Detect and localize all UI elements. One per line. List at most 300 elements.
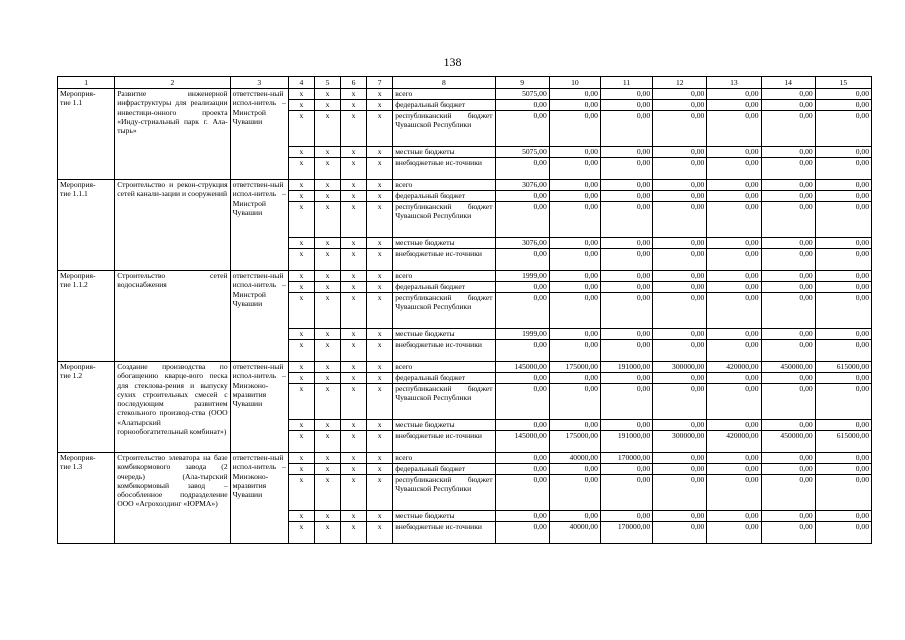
budget-code-mark: x [314,431,340,453]
budget-code-mark: x [288,453,314,464]
page-number: 138 [443,55,462,69]
funding-value: 0,00 [600,271,652,282]
funding-value: 0,00 [600,293,652,329]
funding-value: 0,00 [653,475,707,511]
funding-value: 0,00 [549,191,600,202]
funding-value: 0,00 [600,420,652,431]
column-number-header: 7 [367,77,393,89]
funding-value: 0,00 [761,282,815,293]
funding-value: 0,00 [549,282,600,293]
budget-code-mark: x [288,522,314,544]
funding-value: 0,00 [707,202,761,238]
column-number-header: 6 [341,77,367,89]
funding-value: 0,00 [549,420,600,431]
funding-value: 0,00 [707,282,761,293]
funding-source: внебюджетные ис-точники [393,522,495,544]
funding-source: республиканский бюджет Чувашской Республики [393,384,495,420]
budget-code-mark: x [367,511,393,522]
budget-code-mark: x [314,340,340,362]
budget-code-mark: x [341,180,367,191]
column-number-header: 5 [314,77,340,89]
budget-code-mark: x [367,420,393,431]
funding-value: 170000,00 [600,522,652,544]
responsible-executor: ответствен-ный испол-нитель – Минэконо-мразвития Чувашии [230,362,288,453]
funding-value: 0,00 [549,293,600,329]
funding-value: 0,00 [815,249,871,271]
funding-value: 0,00 [653,147,707,158]
funding-value: 0,00 [815,384,871,420]
budget-code-mark: x [288,191,314,202]
budget-code-mark: x [341,293,367,329]
budget-code-mark: x [288,431,314,453]
funding-value: 0,00 [549,202,600,238]
budget-code-mark: x [288,238,314,249]
funding-value: 0,00 [815,158,871,180]
funding-value: 0,00 [815,147,871,158]
funding-value: 0,00 [707,453,761,464]
budget-code-mark: x [314,475,340,511]
funding-value: 0,00 [815,100,871,111]
responsible-executor: ответствен-ный испол-нитель – Минстрой Чувашии [230,271,288,362]
funding-value: 0,00 [815,522,871,544]
measure-name: Развитие инженерной инфраструктуры для реализации инвестици-онного проекта «Инду-стриальный парк г. Ала-тырь» [115,89,230,180]
table-row [58,362,872,373]
budget-code-mark: x [314,100,340,111]
funding-value: 191000,00 [600,362,652,373]
funding-value: 0,00 [761,191,815,202]
funding-value: 420000,00 [707,362,761,373]
funding-value: 0,00 [600,475,652,511]
funding-value: 0,00 [495,511,549,522]
funding-value: 0,00 [495,464,549,475]
budget-code-mark: x [367,362,393,373]
budget-code-mark: x [314,271,340,282]
funding-source: федеральный бюджет [393,464,495,475]
budget-code-mark: x [288,420,314,431]
funding-value: 0,00 [761,373,815,384]
funding-value: 0,00 [815,329,871,340]
funding-value: 0,00 [495,384,549,420]
funding-value: 0,00 [761,384,815,420]
funding-value: 0,00 [707,293,761,329]
budget-code-mark: x [341,453,367,464]
funding-value: 0,00 [707,100,761,111]
funding-value: 0,00 [815,191,871,202]
funding-value: 0,00 [653,282,707,293]
budget-code-mark: x [367,271,393,282]
budget-code-mark: x [314,522,340,544]
funding-value: 0,00 [495,453,549,464]
budget-code-mark: x [288,293,314,329]
funding-source: местные бюджеты [393,147,495,158]
column-number-header: 12 [653,77,707,89]
funding-value: 0,00 [549,180,600,191]
column-number-header: 9 [495,77,549,89]
column-number-header: 2 [115,77,230,89]
funding-value: 450000,00 [761,431,815,453]
budget-code-mark: x [288,340,314,362]
funding-value: 0,00 [495,249,549,271]
funding-value: 0,00 [600,464,652,475]
funding-value: 3076,00 [495,238,549,249]
budget-code-mark: x [367,373,393,384]
funding-value: 0,00 [600,191,652,202]
funding-source: всего [393,362,495,373]
funding-value: 175000,00 [549,362,600,373]
funding-source: республиканский бюджет Чувашской Республики [393,202,495,238]
funding-value: 0,00 [495,191,549,202]
funding-value: 0,00 [600,147,652,158]
funding-value: 0,00 [761,293,815,329]
budget-code-mark: x [341,111,367,147]
header-row [58,77,872,89]
funding-value: 0,00 [707,384,761,420]
budget-code-mark: x [367,249,393,271]
funding-value: 0,00 [761,111,815,147]
funding-value: 0,00 [815,373,871,384]
budget-code-mark: x [288,147,314,158]
budget-code-mark: x [367,475,393,511]
funding-value: 0,00 [653,191,707,202]
budget-code-mark: x [314,464,340,475]
budget-code-mark: x [341,511,367,522]
funding-value: 0,00 [815,420,871,431]
funding-value: 0,00 [549,373,600,384]
budget-code-mark: x [367,89,393,100]
funding-value: 0,00 [600,158,652,180]
funding-value: 0,00 [495,293,549,329]
budget-code-mark: x [288,111,314,147]
funding-value: 0,00 [761,329,815,340]
funding-value: 0,00 [600,111,652,147]
responsible-executor: ответствен-ный испол-нитель – Минэконо-мразвития Чувашии [230,453,288,544]
budget-code-mark: x [367,464,393,475]
funding-value: 5075,00 [495,147,549,158]
funding-source: внебюджетные ис-точники [393,249,495,271]
funding-value: 0,00 [600,249,652,271]
column-number-header: 3 [230,77,288,89]
funding-value: 0,00 [815,202,871,238]
funding-source: внебюджетные ис-точники [393,158,495,180]
funding-value: 0,00 [815,271,871,282]
budget-code-mark: x [367,453,393,464]
funding-value: 0,00 [707,373,761,384]
responsible-executor: ответствен-ный испол-нитель – Минстрой Чувашии [230,180,288,271]
funding-value: 0,00 [761,100,815,111]
funding-value: 0,00 [761,453,815,464]
budget-code-mark: x [288,158,314,180]
funding-value: 0,00 [600,373,652,384]
funding-value: 0,00 [815,282,871,293]
budget-code-mark: x [314,362,340,373]
funding-value: 420000,00 [707,431,761,453]
funding-value: 0,00 [653,511,707,522]
funding-source: местные бюджеты [393,238,495,249]
budget-code-mark: x [367,340,393,362]
funding-value: 145000,00 [495,431,549,453]
budget-code-mark: x [367,238,393,249]
budget-code-mark: x [367,282,393,293]
funding-source: федеральный бюджет [393,100,495,111]
budget-code-mark: x [367,180,393,191]
funding-value: 0,00 [761,249,815,271]
funding-value: 0,00 [761,147,815,158]
budget-code-mark: x [341,100,367,111]
funding-value: 0,00 [653,249,707,271]
funding-value: 0,00 [761,238,815,249]
funding-value: 0,00 [761,271,815,282]
funding-source: республиканский бюджет Чувашской Республики [393,293,495,329]
funding-value: 0,00 [707,191,761,202]
budget-code-mark: x [288,100,314,111]
funding-value: 0,00 [761,511,815,522]
budget-code-mark: x [288,384,314,420]
funding-value: 0,00 [761,522,815,544]
funding-source: федеральный бюджет [393,282,495,293]
funding-value: 0,00 [761,475,815,511]
funding-value: 0,00 [549,271,600,282]
budget-code-mark: x [341,147,367,158]
funding-value: 450000,00 [761,362,815,373]
funding-value: 0,00 [653,293,707,329]
budget-code-mark: x [367,384,393,420]
table-row [58,271,872,282]
funding-value: 0,00 [495,340,549,362]
budget-code-mark: x [367,147,393,158]
funding-value: 0,00 [707,158,761,180]
funding-value: 0,00 [495,475,549,511]
funding-value: 0,00 [549,475,600,511]
funding-value: 0,00 [495,420,549,431]
funding-value: 0,00 [815,340,871,362]
funding-value: 0,00 [653,180,707,191]
measure-id: Мероприя- тие 1.1 [58,89,115,180]
budget-code-mark: x [314,384,340,420]
budget-code-mark: x [341,362,367,373]
funding-value: 0,00 [707,522,761,544]
funding-value: 0,00 [761,464,815,475]
funding-value: 0,00 [549,158,600,180]
measure-id: Мероприя- тие 1.1.1 [58,180,115,271]
funding-value: 0,00 [549,89,600,100]
funding-value: 0,00 [653,202,707,238]
funding-value: 0,00 [495,158,549,180]
budget-code-mark: x [341,158,367,180]
budget-code-mark: x [367,191,393,202]
budget-code-mark: x [341,522,367,544]
funding-value: 0,00 [815,293,871,329]
column-number-header: 13 [707,77,761,89]
funding-value: 0,00 [653,89,707,100]
budget-code-mark: x [314,89,340,100]
funding-value: 3076,00 [495,180,549,191]
funding-value: 0,00 [600,202,652,238]
column-number-header: 1 [58,77,115,89]
responsible-executor: ответствен-ный испол-нитель – Минстрой Чувашии [230,89,288,180]
funding-value: 0,00 [549,249,600,271]
budget-code-mark: x [288,249,314,271]
funding-value: 0,00 [495,522,549,544]
budget-code-mark: x [288,180,314,191]
funding-value: 0,00 [707,271,761,282]
budget-code-mark: x [288,373,314,384]
budget-code-mark: x [367,158,393,180]
funding-value: 0,00 [707,238,761,249]
funding-source: внебюджетные ис-точники [393,431,495,453]
funding-table [57,76,872,544]
funding-value: 0,00 [600,100,652,111]
funding-value: 300000,00 [653,431,707,453]
measure-name: Строительство и рекон-струкция сетей канали-зации и сооружений [115,180,230,271]
funding-value: 0,00 [600,329,652,340]
budget-code-mark: x [288,282,314,293]
column-number-header: 14 [761,77,815,89]
measure-id: Мероприя- тие 1.3 [58,453,115,544]
budget-code-mark: x [341,373,367,384]
funding-value: 0,00 [653,420,707,431]
budget-code-mark: x [314,202,340,238]
funding-source: внебюджетные ис-точники [393,340,495,362]
funding-value: 0,00 [495,282,549,293]
budget-code-mark: x [367,293,393,329]
funding-value: 0,00 [707,340,761,362]
budget-code-mark: x [288,89,314,100]
budget-code-mark: x [341,238,367,249]
budget-code-mark: x [314,191,340,202]
funding-value: 191000,00 [600,431,652,453]
funding-value: 0,00 [653,340,707,362]
budget-code-mark: x [314,282,340,293]
funding-source: федеральный бюджет [393,191,495,202]
budget-code-mark: x [288,202,314,238]
budget-code-mark: x [314,373,340,384]
column-number-header: 8 [393,77,495,89]
funding-value: 1999,00 [495,329,549,340]
funding-value: 0,00 [495,373,549,384]
budget-code-mark: x [341,89,367,100]
funding-value: 0,00 [653,384,707,420]
funding-value: 0,00 [600,282,652,293]
funding-value: 0,00 [549,238,600,249]
funding-value: 0,00 [495,100,549,111]
funding-source: всего [393,271,495,282]
funding-value: 0,00 [653,100,707,111]
funding-value: 0,00 [653,158,707,180]
funding-value: 0,00 [761,158,815,180]
budget-code-mark: x [341,464,367,475]
funding-value: 0,00 [761,202,815,238]
budget-code-mark: x [341,202,367,238]
funding-value: 40000,00 [549,522,600,544]
budget-code-mark: x [341,431,367,453]
funding-value: 0,00 [815,111,871,147]
funding-value: 0,00 [707,511,761,522]
budget-code-mark: x [314,511,340,522]
funding-value: 0,00 [600,511,652,522]
budget-code-mark: x [314,238,340,249]
budget-code-mark: x [367,100,393,111]
measure-name: Строительство элеватора на базе комбикормового завода (2 очередь) (Ала-тырский комбикормовый завод – обособленное подразделение ООО «Агрохолдинг «ЮРМА») [115,453,230,544]
funding-value: 0,00 [600,180,652,191]
funding-value: 0,00 [653,453,707,464]
budget-code-mark: x [341,249,367,271]
funding-value: 0,00 [653,329,707,340]
funding-source: всего [393,89,495,100]
budget-code-mark: x [341,271,367,282]
funding-value: 300000,00 [653,362,707,373]
budget-code-mark: x [341,384,367,420]
budget-code-mark: x [314,420,340,431]
funding-value: 0,00 [707,147,761,158]
funding-value: 170000,00 [600,453,652,464]
funding-value: 0,00 [761,180,815,191]
funding-value: 0,00 [653,111,707,147]
column-number-header: 4 [288,77,314,89]
measure-name: Создание производства по обогащению кварце-вого песка для стеклова-рения и выпуску сухих строительных смесей с последующим развитием стекольного производ-ства (ООО «Алатырский горнообогатительный комбинат») [115,362,230,453]
funding-value: 0,00 [707,475,761,511]
funding-value: 175000,00 [549,431,600,453]
budget-code-mark: x [288,475,314,511]
funding-value: 0,00 [600,89,652,100]
column-number-header: 15 [815,77,871,89]
budget-code-mark: x [367,111,393,147]
funding-source: местные бюджеты [393,511,495,522]
budget-code-mark: x [288,511,314,522]
funding-value: 0,00 [761,340,815,362]
column-number-header: 11 [600,77,652,89]
funding-value: 0,00 [549,464,600,475]
funding-source: республиканский бюджет Чувашской Республики [393,111,495,147]
funding-value: 0,00 [815,464,871,475]
funding-value: 0,00 [761,420,815,431]
funding-value: 0,00 [549,111,600,147]
funding-value: 1999,00 [495,271,549,282]
funding-value: 0,00 [707,180,761,191]
funding-value: 0,00 [653,522,707,544]
budget-code-mark: x [341,420,367,431]
measure-id: Мероприя- тие 1.2 [58,362,115,453]
table-row [58,453,872,464]
funding-value: 615000,00 [815,362,871,373]
funding-value: 0,00 [815,475,871,511]
budget-code-mark: x [314,111,340,147]
budget-code-mark: x [288,362,314,373]
funding-value: 0,00 [495,111,549,147]
budget-code-mark: x [367,431,393,453]
funding-source: республиканский бюджет Чувашской Республики [393,475,495,511]
column-number-header: 10 [549,77,600,89]
funding-value: 0,00 [653,464,707,475]
funding-value: 0,00 [495,202,549,238]
funding-value: 0,00 [707,111,761,147]
budget-code-mark: x [367,522,393,544]
funding-value: 40000,00 [549,453,600,464]
budget-code-mark: x [367,202,393,238]
budget-code-mark: x [314,147,340,158]
funding-value: 0,00 [707,329,761,340]
budget-code-mark: x [314,249,340,271]
funding-value: 0,00 [707,89,761,100]
budget-code-mark: x [367,329,393,340]
funding-value: 0,00 [549,147,600,158]
funding-value: 0,00 [600,238,652,249]
measure-name: Строительство сетей водоснабжения [115,271,230,362]
budget-code-mark: x [288,329,314,340]
funding-value: 0,00 [707,249,761,271]
funding-value: 0,00 [600,340,652,362]
budget-code-mark: x [341,329,367,340]
funding-source: всего [393,453,495,464]
